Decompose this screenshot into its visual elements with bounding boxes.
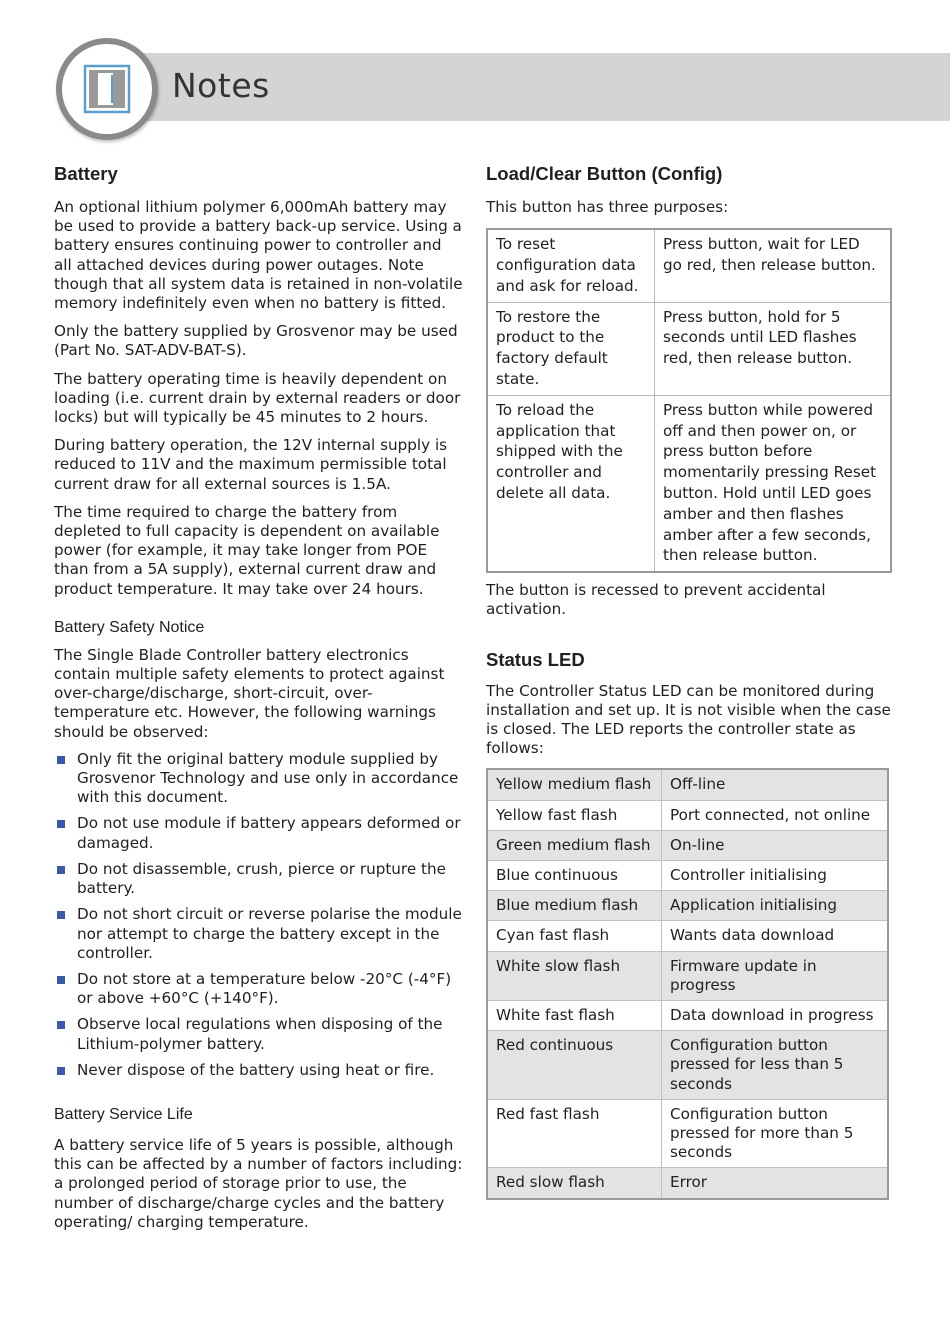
table-cell: Cyan fast flash [487,921,662,951]
list-item: Do not short circuit or reverse polarise the module nor attempt to charge the battery except in the controller. [54,905,464,963]
config-heading: Load/Clear Button (Config) [486,163,723,184]
table-cell: Off-line [662,769,889,800]
table-row [487,1001,888,1031]
table-cell: Press button, wait for LED go red, then release button. [655,229,892,302]
logo-badge [56,38,158,140]
battery-heading: Battery [54,163,118,184]
table-cell: Press button while powered off and then power on, or press button before momentarily pressing Reset button. Hold until LED goes amber and then flashes amber after a few seconds, then release button. [655,395,892,572]
right-column [486,160,898,1200]
table-cell: Configuration button pressed for less than 5 seconds [662,1031,889,1100]
table-cell: Configuration button pressed for more than 5 seconds [662,1099,889,1168]
table-cell: Yellow medium flash [487,769,662,800]
table-cell: To reset configuration data and ask for reload. [487,229,655,302]
list-item: Do not use module if battery appears deformed or damaged. [54,814,464,852]
table-cell: Firmware update in progress [662,951,889,1000]
table-row [487,830,888,860]
table-row [487,769,888,800]
table-cell: Data download in progress [662,1001,889,1031]
table-row [487,1168,888,1199]
door-icon [79,61,135,117]
table-cell: White slow flash [487,951,662,1000]
table-cell: White fast flash [487,1001,662,1031]
bullet-square-icon [57,976,65,984]
bullet-square-icon [57,1067,65,1075]
left-column [54,160,464,1232]
battery-paragraph: During battery operation, the 12V internal supply is reduced to 11V and the maximum permissible total current draw for all external sources is 1.5A. [54,436,448,493]
table-cell: Application initialising [662,891,889,921]
table-cell: Port connected, not online [662,800,889,830]
battery-paragraph: The time required to charge the battery from depleted to full capacity is dependent on available power (for example, it may take longer from POE than from a 5A supply), external current draw and product temperature. It may take over 24 hours. [54,502,440,598]
table-row [487,951,888,1000]
table-cell: To reload the application that shipped with the controller and delete all data. [487,395,655,572]
table-row [487,860,888,890]
service-life-heading: Battery Service Life [54,1105,193,1123]
table-cell: Yellow fast flash [487,800,662,830]
list-item: Only fit the original battery module supplied by Grosvenor Technology and use only in accordance with this document. [54,750,464,808]
table-row [487,395,891,572]
safety-list [54,750,464,1080]
bullet-square-icon [57,866,65,874]
bullet-square-icon [57,820,65,828]
table-row [487,302,891,395]
table-cell: On-line [662,830,889,860]
table-cell: Blue medium flash [487,891,662,921]
table-cell: Red slow flash [487,1168,662,1199]
config-table [486,228,892,573]
list-item: Do not store at a temperature below -20°C (-4°F) or above +60°C (+140°F). [54,970,464,1008]
battery-paragraph: The battery operating time is heavily dependent on loading (i.e. current drain by external readers or door locks) but will typically be 45 minutes to 2 hours. [54,369,461,427]
safety-intro: The Single Blade Controller battery electronics contain multiple safety elements to protect against over-charge/discharge, short-circuit, over-temperature etc. However, the following warnings should be observed: [54,645,445,741]
table-row [487,800,888,830]
table-cell: Red continuous [487,1031,662,1100]
list-item: Do not disassemble, crush, pierce or rupture the battery. [54,860,464,898]
table-cell: Wants data download [662,921,889,951]
battery-paragraph: Only the battery supplied by Grosvenor may be used (Part No. SAT-ADV-BAT-S). [54,322,458,360]
status-led-intro: The Controller Status LED can be monitored during installation and set up. It is not visible when the case is closed. The LED reports the controller state as follows: [486,681,891,758]
table-cell: Green medium flash [487,830,662,860]
table-row [487,921,888,951]
page-title: Notes [172,66,270,105]
bullet-square-icon [57,756,65,764]
table-row [487,1099,888,1168]
table-cell: Blue continuous [487,860,662,890]
battery-paragraph: An optional lithium polymer 6,000mAh battery may be used to provide a battery back-up service. Using a battery ensures continuing power to controller and all attached devices during power outages. Note though that all system data is retained in non-volatile memory indefinitely even when no battery is fitted. [54,198,463,313]
status-led-heading: Status LED [486,648,585,670]
table-cell: Red fast flash [487,1099,662,1168]
table-cell: To restore the product to the factory default state. [487,302,655,395]
table-cell: Error [662,1168,889,1199]
bullet-square-icon [57,911,65,919]
bullet-square-icon [57,1021,65,1029]
table-row [487,229,891,302]
table-cell: Press button, hold for 5 seconds until LED flashes red, then release button. [655,302,892,395]
safety-heading: Battery Safety Notice [54,618,205,636]
list-item: Never dispose of the battery using heat or fire. [54,1061,464,1080]
table-row [487,891,888,921]
config-note: The button is recessed to prevent accidental activation. [486,581,826,619]
list-item: Observe local regulations when disposing of the Lithium-polymer battery. [54,1015,464,1053]
config-intro: This button has three purposes: [486,198,729,216]
table-row [487,1031,888,1100]
service-life-text: A battery service life of 5 years is possible, although this can be affected by a number of factors including: a prolonged period of storage prior to use, the number of discharge/charge cycles and the battery operating/ charging temperature. [54,1135,463,1231]
table-cell: Controller initialising [662,860,889,890]
status-led-table [486,768,889,1199]
